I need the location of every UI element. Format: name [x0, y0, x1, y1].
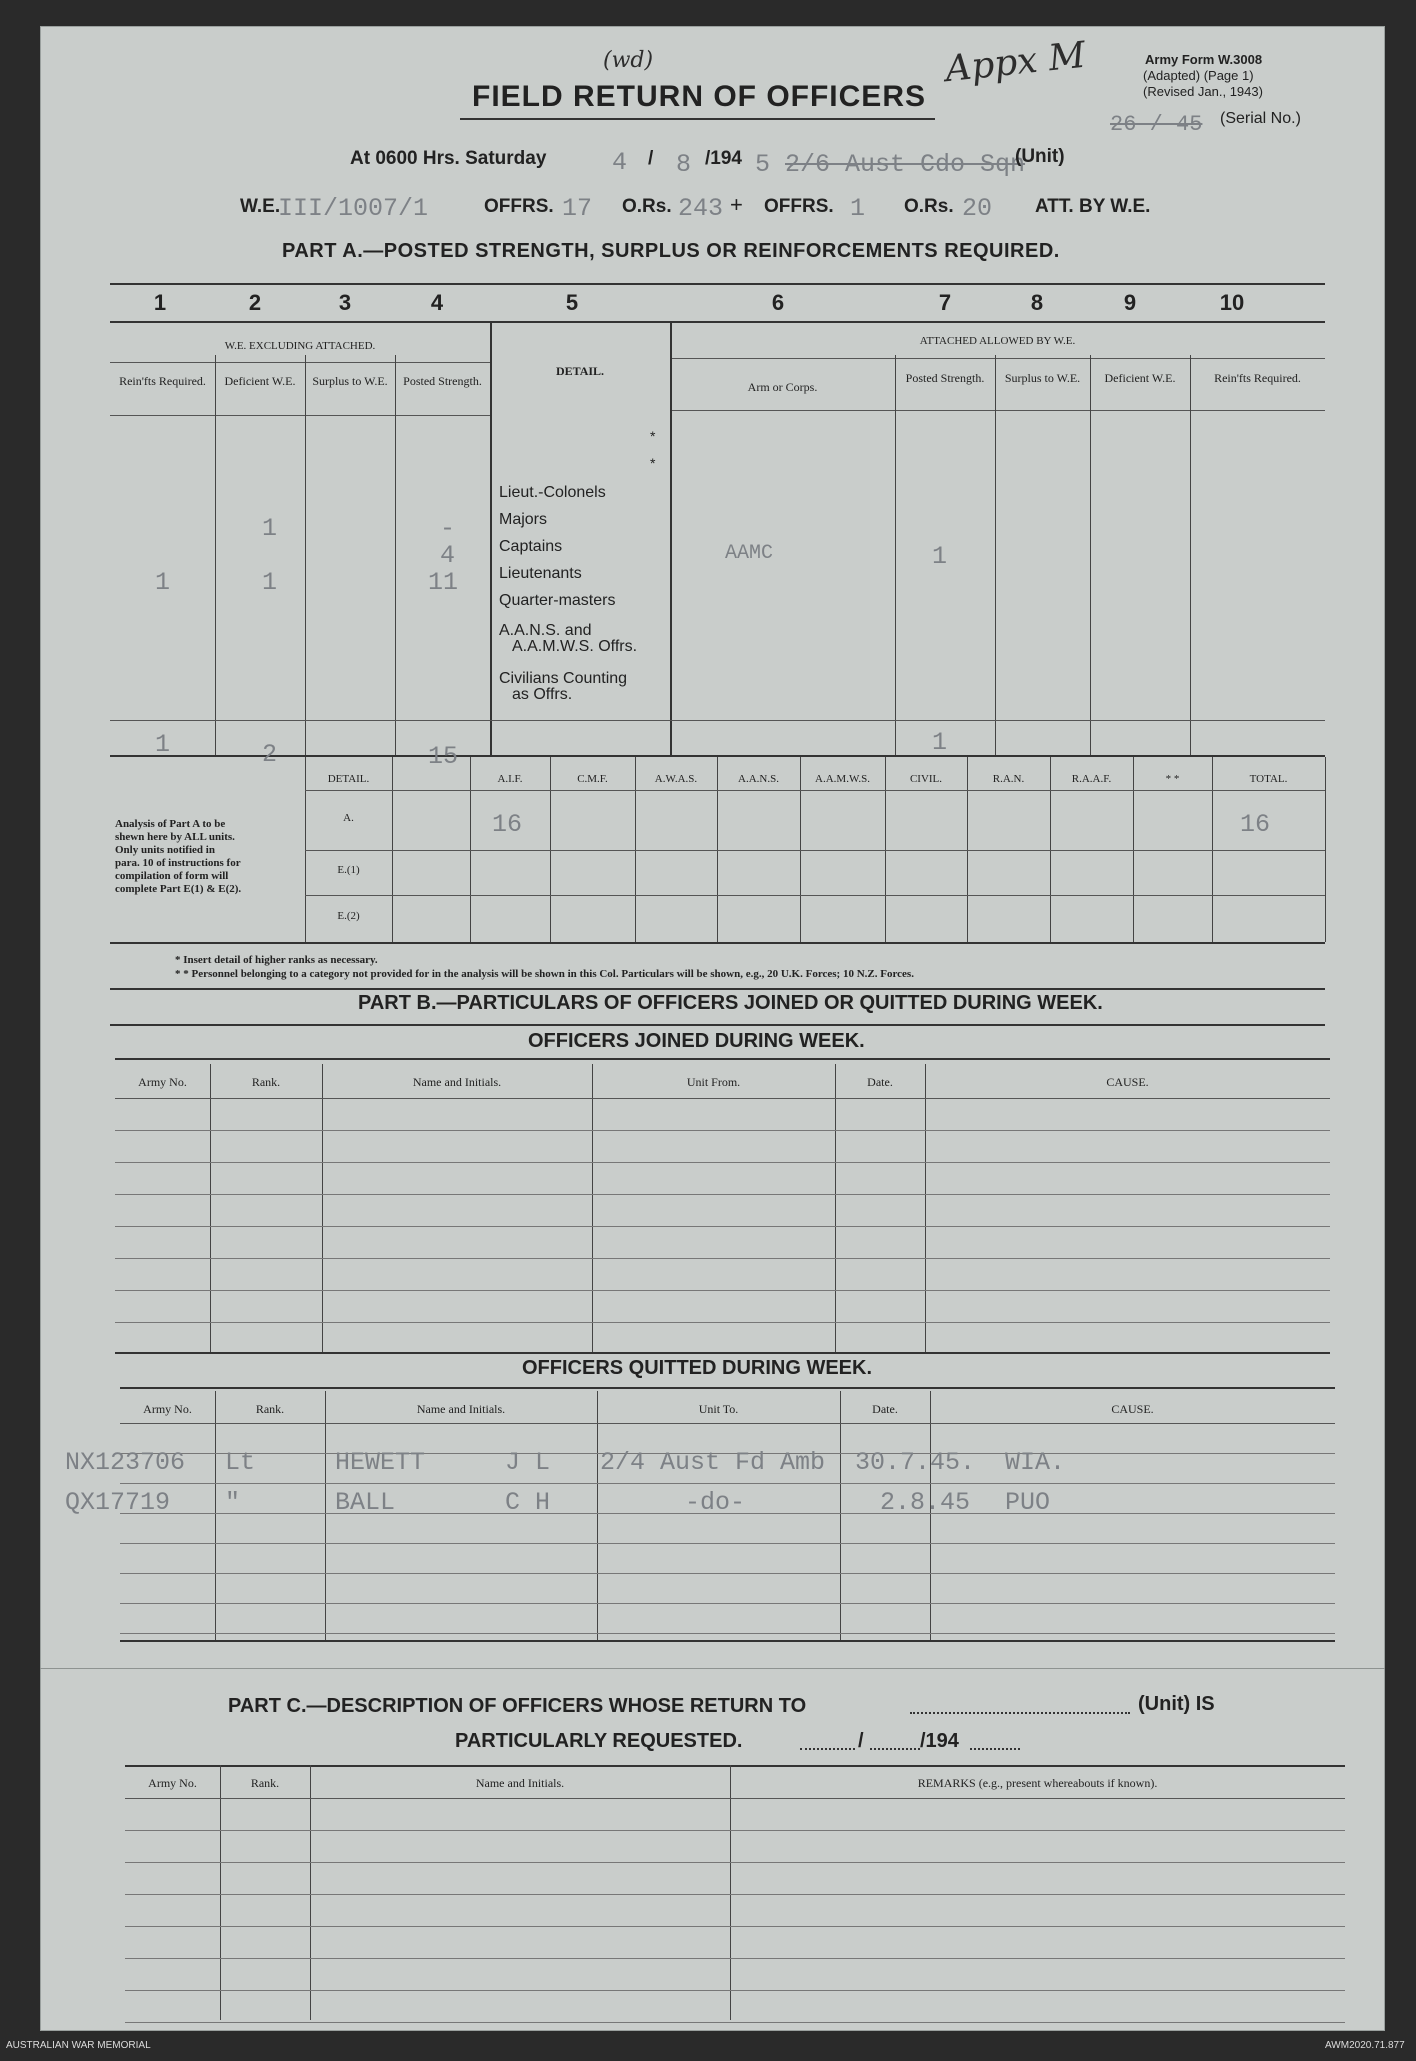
table-row: [120, 1483, 1335, 1484]
table-row: [125, 1862, 1345, 1863]
att-offrs-count: 1: [850, 194, 866, 223]
total-posted: 15: [428, 742, 459, 771]
offrs-count: 17: [562, 194, 593, 223]
analysis-note-line: complete Part E(1) & E(2).: [115, 883, 242, 895]
total-deficient: 2: [262, 740, 278, 769]
table-row: [125, 1958, 1345, 1959]
column-number: 1: [153, 290, 167, 315]
captains-posted: 4: [440, 541, 456, 570]
table-row: [120, 1573, 1335, 1574]
quitted-unit: 2/4 Aust Fd Amb: [600, 1448, 826, 1477]
serial-label: (Serial No.): [1220, 110, 1301, 127]
attached-posted: 1: [932, 542, 948, 571]
analysis-header: A.A.M.W.S.: [815, 773, 870, 785]
majors-posted: -: [440, 514, 456, 543]
table-row: [115, 1194, 1330, 1195]
analysis-header: A.W.A.S.: [654, 773, 698, 785]
column-number: 4: [430, 290, 444, 315]
analysis-header: DETAIL.: [327, 773, 370, 785]
rank-label: A.A.N.S. and: [499, 622, 592, 639]
rank-label: Captains: [499, 538, 563, 555]
unit-name: 2/6 Aust Cdo Sqn: [785, 150, 1026, 179]
column-number: 6: [771, 290, 785, 315]
footer-left: AUSTRALIAN WAR MEMORIAL: [6, 2040, 151, 2051]
quitted-army-no: NX123706: [65, 1448, 186, 1477]
column-header: Army No.: [148, 1776, 197, 1790]
footnote-2: * * Personnel belonging to a category not provided for in the analysis will be shown in this Col. Particulars will be shown, e.g., 20 U.K. Forces; 10 N.Z. Forces.: [175, 968, 914, 980]
table-row: [120, 1633, 1335, 1634]
lieutenants-posted: 11: [428, 568, 459, 597]
rank-label: Quarter-masters: [499, 592, 616, 609]
analysis-note-line: shewn here by ALL units.: [115, 831, 235, 843]
part-b-title: PART B.—PARTICULARS OF OFFICERS JOINED OR QUITTED DURING WEEK.: [358, 992, 1103, 1014]
footer-right: AWM2020.71.877: [1325, 2040, 1405, 2051]
part-c-title: PART C.—DESCRIPTION OF OFFICERS WHOSE RETURN TO: [228, 1695, 807, 1717]
table-row: [115, 1130, 1330, 1131]
column-header: Name and Initials.: [416, 1402, 506, 1416]
quitted-title: OFFICERS QUITTED DURING WEEK.: [522, 1357, 872, 1379]
column-header: Rank.: [255, 1402, 285, 1416]
joined-title: OFFICERS JOINED DURING WEEK.: [528, 1030, 865, 1052]
serial-number: 26 / 45: [1110, 112, 1203, 137]
footnote-1: * Insert detail of higher ranks as necessary.: [175, 954, 378, 966]
rank-label: Majors: [499, 511, 548, 528]
total-reinf: 1: [155, 730, 171, 759]
column-header: Rank.: [251, 1075, 281, 1089]
att-ors-count: 20: [962, 194, 993, 223]
column-number: 7: [938, 290, 952, 315]
column-number: 10: [1219, 290, 1245, 315]
analysis-total-value: 16: [1240, 810, 1271, 839]
table-row: [115, 1162, 1330, 1163]
total-att-posted: 1: [932, 728, 948, 757]
column-header: REMARKS (e.g., present whereabouts if known).: [917, 1776, 1158, 1790]
column-header: Name and Initials.: [412, 1075, 502, 1089]
majors-deficient: 1: [262, 514, 278, 543]
table-row: [125, 1926, 1345, 1927]
analysis-header: R.A.N.: [992, 773, 1025, 785]
date-month: 8: [676, 150, 692, 179]
table-row: [115, 1322, 1330, 1323]
quitted-date: 30.7.45.: [855, 1448, 976, 1477]
analysis-header: R.A.A.F.: [1071, 773, 1112, 785]
rank-label: A.A.M.W.S. Offrs.: [512, 638, 638, 655]
column-header: Unit From.: [686, 1075, 741, 1089]
handwritten-wd: (wd): [603, 48, 654, 73]
analysis-note-line: Only units notified in: [115, 844, 215, 856]
analysis-note-line: Analysis of Part A to be: [115, 818, 226, 830]
ors-count: 243: [678, 194, 724, 223]
table-row: [115, 1258, 1330, 1259]
column-header: CAUSE.: [1111, 1402, 1154, 1416]
analysis-row-label: A.: [343, 812, 354, 824]
column-number: 8: [1030, 290, 1044, 315]
lieutenants-deficient: 1: [262, 568, 278, 597]
column-header: Army No.: [138, 1075, 187, 1089]
table-row: [120, 1543, 1335, 1544]
column-number: 5: [565, 290, 579, 315]
table-row: [115, 1290, 1330, 1291]
column-header: Rank.: [250, 1776, 280, 1790]
column-header: Date.: [867, 1075, 893, 1089]
at-time-label: At 0600 Hrs. Saturday: [350, 148, 547, 169]
rank-label: Lieut.-Colonels: [499, 484, 606, 501]
arm-corps: AAMC: [725, 542, 774, 565]
table-row: [125, 1830, 1345, 1831]
column-header: Name and Initials.: [475, 1776, 565, 1790]
date-year: 5: [755, 150, 771, 179]
attached-allowed-header: ATTACHED ALLOWED BY W.E.: [919, 335, 1076, 347]
column-header: Army No.: [143, 1402, 192, 1416]
we-reference: III/1007/1: [278, 194, 429, 223]
column-header: Date.: [872, 1402, 898, 1416]
table-row: [120, 1603, 1335, 1604]
army-form-label: Army Form W.3008: [1145, 52, 1263, 67]
column-number: 2: [248, 290, 262, 315]
analysis-header: A.A.N.S.: [738, 773, 779, 785]
date-day: 4: [612, 148, 628, 177]
table-row: [115, 1226, 1330, 1227]
page-title: FIELD RETURN OF OFFICERS: [472, 80, 926, 113]
revised-label: (Revised Jan., 1943): [1143, 84, 1263, 99]
column-header: Unit To.: [698, 1402, 739, 1416]
lieutenants-reinf: 1: [155, 568, 171, 597]
rank-label: as Offrs.: [512, 686, 573, 703]
analysis-header: C.M.F.: [577, 773, 608, 785]
analysis-row-label: E.(2): [337, 910, 360, 922]
analysis-header: TOTAL.: [1249, 773, 1288, 785]
part-c-subtitle: PARTICULARLY REQUESTED.: [455, 1730, 743, 1752]
analysis-header: CIVIL.: [909, 773, 943, 785]
analysis-note-line: compilation of form will: [115, 870, 229, 882]
rank-label: Civilians Counting: [499, 670, 628, 687]
rank-label: Lieutenants: [499, 565, 582, 582]
analysis-header: A.I.F.: [497, 773, 523, 785]
quitted-cause: WIA.: [1005, 1448, 1066, 1477]
quitted-name: HEWETT: [335, 1448, 426, 1477]
table-row: [125, 2022, 1345, 2023]
column-number: 9: [1123, 290, 1137, 315]
part-a-title: PART A.—POSTED STRENGTH, SURPLUS OR REINFORCEMENTS REQUIRED.: [282, 240, 1060, 262]
table-row: [125, 1894, 1345, 1895]
table-row: [125, 1990, 1345, 1991]
analysis-aif-value: 16: [492, 810, 523, 839]
we-excluding-header: W.E. EXCLUDING ATTACHED.: [224, 340, 376, 352]
column-number: 3: [338, 290, 352, 315]
analysis-note-line: para. 10 of instructions for: [115, 857, 241, 869]
analysis-header: * *: [1165, 773, 1180, 785]
handwritten-appendix: Appx M: [943, 34, 1088, 91]
column-header: CAUSE.: [1106, 1075, 1149, 1089]
adapted-label: (Adapted) (Page 1): [1143, 68, 1254, 83]
analysis-row-label: E.(1): [337, 864, 360, 876]
detail-header: DETAIL.: [555, 364, 605, 378]
